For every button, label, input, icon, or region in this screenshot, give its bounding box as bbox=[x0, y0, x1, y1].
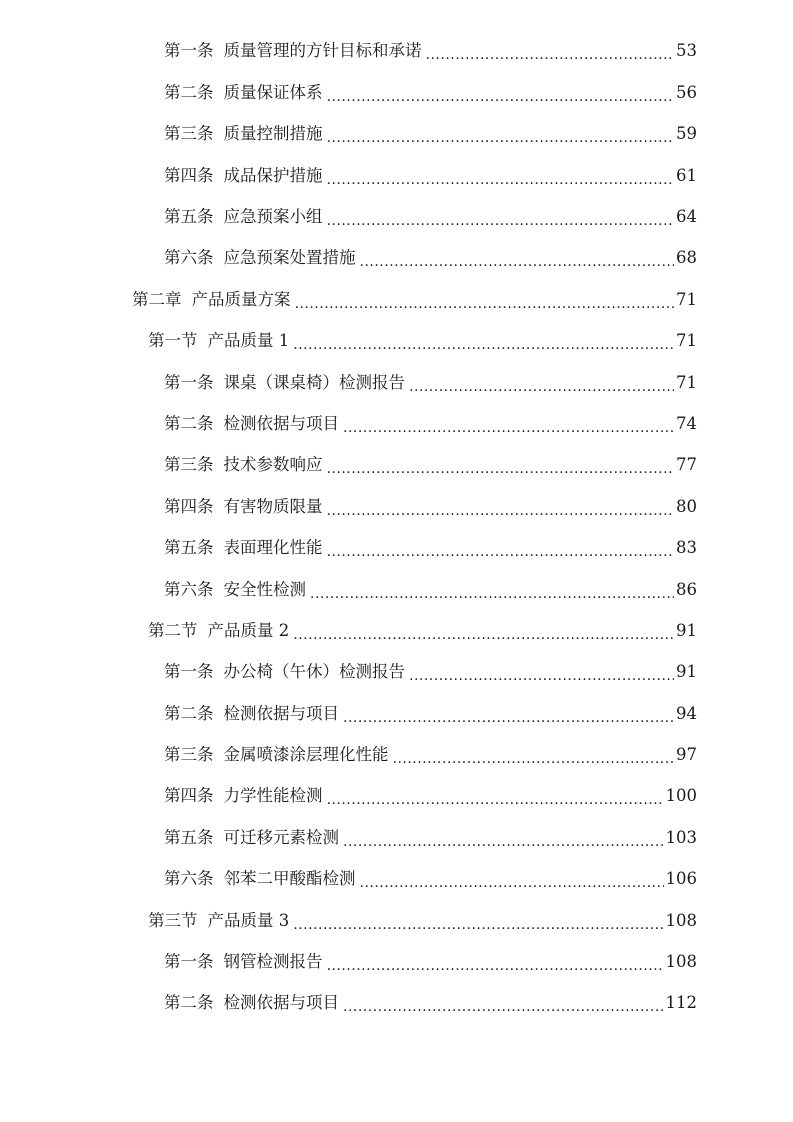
dot-leader bbox=[327, 129, 675, 146]
toc-entry-label: 第二条 bbox=[164, 703, 214, 723]
toc-entry-text: 安全性检测 bbox=[223, 579, 306, 599]
toc-page-number: 77 bbox=[676, 455, 697, 475]
dot-leader bbox=[327, 791, 664, 808]
toc-entry-title bbox=[164, 82, 325, 102]
toc-entry[interactable] bbox=[0, 197, 793, 238]
toc-page-number: 100 bbox=[665, 786, 697, 806]
toc-entry-label: 第二条 bbox=[164, 413, 214, 433]
dot-leader bbox=[426, 46, 675, 63]
toc-entry[interactable] bbox=[0, 652, 793, 693]
toc-entry-title bbox=[164, 126, 325, 143]
toc-entry-label: 第二章 bbox=[132, 289, 182, 309]
dot-leader bbox=[327, 171, 675, 188]
dot-leader bbox=[327, 212, 675, 229]
toc-entry[interactable] bbox=[0, 445, 793, 486]
toc-page-number: 83 bbox=[676, 538, 697, 558]
toc-entry-label: 第二节 bbox=[148, 620, 198, 640]
toc-entry[interactable] bbox=[0, 528, 793, 569]
toc-entry-label: 第五条 bbox=[164, 207, 214, 226]
toc-entry-text: 检测依据与项目 bbox=[223, 703, 339, 723]
dot-leader bbox=[293, 336, 674, 353]
toc-entry-title bbox=[164, 496, 325, 516]
toc-entry[interactable] bbox=[0, 942, 793, 983]
toc-entry-title bbox=[164, 871, 358, 888]
toc-entry-label: 第二条 bbox=[164, 82, 214, 102]
table-of-contents bbox=[0, 31, 793, 1024]
toc-page-number: 71 bbox=[676, 331, 697, 351]
toc-entry-text: 课桌（课桌椅）检测报告 bbox=[223, 372, 405, 392]
toc-entry-title bbox=[164, 664, 407, 681]
toc-entry-text: 产品质量 2 bbox=[207, 620, 290, 640]
toc-entry[interactable] bbox=[0, 983, 793, 1024]
toc-entry-text: 邻苯二甲酸酯检测 bbox=[223, 869, 356, 889]
toc-page-number: 68 bbox=[676, 248, 697, 268]
toc-entry[interactable] bbox=[0, 817, 793, 858]
toc-entry-label: 第四条 bbox=[164, 165, 214, 185]
toc-page-number: 61 bbox=[676, 165, 697, 185]
toc-entry-text: 检测依据与项目 bbox=[223, 413, 339, 433]
toc-page-number: 53 bbox=[676, 41, 697, 61]
toc-entry-title bbox=[148, 910, 291, 930]
dot-leader bbox=[343, 709, 674, 726]
toc-chapter-entry[interactable] bbox=[0, 279, 793, 320]
toc-entry-text: 质量管理的方针目标和承诺 bbox=[223, 41, 422, 61]
toc-page-number: 86 bbox=[676, 579, 697, 599]
dot-leader bbox=[360, 253, 675, 270]
toc-entry[interactable] bbox=[0, 72, 793, 113]
toc-entry-title bbox=[164, 250, 358, 267]
dot-leader bbox=[343, 833, 664, 850]
toc-entry-title bbox=[164, 788, 325, 805]
toc-entry-label: 第五条 bbox=[164, 827, 214, 847]
dot-leader bbox=[327, 460, 675, 477]
toc-entry-title bbox=[148, 333, 291, 350]
toc-entry-title bbox=[164, 413, 341, 433]
toc-entry[interactable] bbox=[0, 155, 793, 196]
toc-entry[interactable] bbox=[0, 486, 793, 527]
dot-leader bbox=[293, 916, 663, 933]
toc-entry-title bbox=[164, 747, 391, 764]
toc-entry-title bbox=[164, 995, 341, 1012]
toc-page-number: 108 bbox=[665, 952, 697, 972]
toc-section-entry[interactable] bbox=[0, 321, 793, 362]
toc-page-number: 106 bbox=[665, 869, 697, 889]
dot-leader bbox=[310, 585, 674, 602]
dot-leader bbox=[360, 874, 664, 891]
toc-entry[interactable] bbox=[0, 362, 793, 403]
toc-entry-text: 质量控制措施 bbox=[223, 124, 323, 144]
toc-page-number: 80 bbox=[676, 496, 697, 516]
toc-entry-title bbox=[148, 620, 291, 640]
toc-entry-label: 第四条 bbox=[164, 786, 214, 806]
toc-entry-label: 第三节 bbox=[148, 910, 198, 930]
toc-entry-label: 第六条 bbox=[164, 248, 214, 268]
toc-entry-text: 产品质量 1 bbox=[207, 331, 290, 351]
toc-page-number: 59 bbox=[676, 124, 697, 144]
toc-entry-text: 产品质量 3 bbox=[207, 910, 290, 930]
dot-leader bbox=[343, 998, 664, 1015]
toc-entry-label: 第三条 bbox=[164, 745, 214, 765]
toc-page-number: 91 bbox=[676, 620, 697, 640]
toc-page-number: 97 bbox=[676, 745, 697, 765]
dot-leader bbox=[295, 295, 675, 312]
toc-entry[interactable] bbox=[0, 776, 793, 817]
dot-leader bbox=[327, 957, 664, 974]
dot-leader bbox=[327, 543, 675, 560]
toc-entry-text: 表面理化性能 bbox=[223, 538, 323, 558]
toc-entry-text: 有害物质限量 bbox=[223, 496, 323, 516]
toc-entry-title bbox=[164, 703, 341, 723]
dot-leader bbox=[343, 419, 674, 436]
toc-entry-title bbox=[164, 43, 424, 60]
toc-entry-title bbox=[164, 457, 325, 474]
toc-entry-title bbox=[164, 540, 325, 557]
toc-entry[interactable] bbox=[0, 31, 793, 72]
toc-page-number: 108 bbox=[665, 910, 697, 930]
toc-entry-text: 检测依据与项目 bbox=[223, 993, 339, 1013]
toc-page-number: 64 bbox=[676, 207, 697, 226]
dot-leader bbox=[393, 750, 675, 767]
toc-section-entry[interactable] bbox=[0, 900, 793, 941]
toc-entry[interactable] bbox=[0, 404, 793, 445]
toc-entry-label: 第一条 bbox=[164, 372, 214, 392]
toc-entry-label: 第二条 bbox=[164, 993, 214, 1013]
toc-entry-title bbox=[164, 954, 325, 971]
toc-page-number: 71 bbox=[676, 289, 697, 309]
dot-leader bbox=[293, 626, 674, 643]
dot-leader bbox=[409, 378, 674, 395]
toc-entry[interactable] bbox=[0, 569, 793, 610]
toc-entry-title bbox=[132, 289, 293, 309]
toc-entry[interactable] bbox=[0, 735, 793, 776]
dot-leader bbox=[409, 667, 674, 684]
toc-entry-label: 第四条 bbox=[164, 496, 214, 516]
toc-section-entry[interactable] bbox=[0, 610, 793, 651]
toc-entry-text: 产品质量方案 bbox=[191, 289, 291, 309]
toc-entry-text: 办公椅（午休）检测报告 bbox=[223, 662, 405, 682]
dot-leader bbox=[327, 88, 675, 105]
toc-entry-label: 第一条 bbox=[164, 662, 214, 682]
toc-page-number: 56 bbox=[676, 82, 697, 102]
toc-entry-text: 力学性能检测 bbox=[223, 786, 323, 806]
toc-page-number: 71 bbox=[676, 372, 697, 392]
toc-entry-text: 成品保护措施 bbox=[223, 165, 323, 185]
toc-entry-title bbox=[164, 579, 308, 599]
toc-entry-title bbox=[164, 209, 325, 226]
toc-entry-label: 第六条 bbox=[164, 869, 214, 889]
toc-entry-title bbox=[164, 372, 407, 392]
toc-page-number: 91 bbox=[676, 662, 697, 682]
toc-entry-text: 应急预案小组 bbox=[223, 207, 323, 226]
toc-entry-label: 第三条 bbox=[164, 455, 214, 475]
toc-page-number: 103 bbox=[665, 827, 697, 847]
toc-page-number: 74 bbox=[676, 413, 697, 433]
toc-entry-label: 第一条 bbox=[164, 41, 214, 61]
toc-entry-label: 第五条 bbox=[164, 538, 214, 558]
toc-page-number: 94 bbox=[676, 703, 697, 723]
toc-entry-text: 金属喷漆涂层理化性能 bbox=[223, 745, 389, 765]
toc-entry-label: 第六条 bbox=[164, 579, 214, 599]
toc-entry-title bbox=[164, 165, 325, 185]
toc-entry-label: 第一条 bbox=[164, 952, 214, 972]
toc-entry-label: 第三条 bbox=[164, 124, 214, 144]
toc-entry-text: 质量保证体系 bbox=[223, 82, 323, 102]
toc-entry[interactable] bbox=[0, 238, 793, 279]
toc-entry-text: 技术参数响应 bbox=[223, 455, 323, 475]
toc-entry-title bbox=[164, 827, 341, 847]
toc-entry-text: 钢管检测报告 bbox=[223, 952, 323, 972]
toc-entry-label: 第一节 bbox=[148, 331, 198, 351]
toc-entry[interactable] bbox=[0, 114, 793, 155]
toc-entry[interactable] bbox=[0, 859, 793, 900]
toc-page-number: 112 bbox=[665, 993, 697, 1013]
toc-entry-text: 应急预案处置措施 bbox=[223, 248, 356, 268]
toc-entry-text: 可迁移元素检测 bbox=[223, 827, 339, 847]
toc-entry[interactable] bbox=[0, 693, 793, 734]
dot-leader bbox=[327, 502, 675, 519]
